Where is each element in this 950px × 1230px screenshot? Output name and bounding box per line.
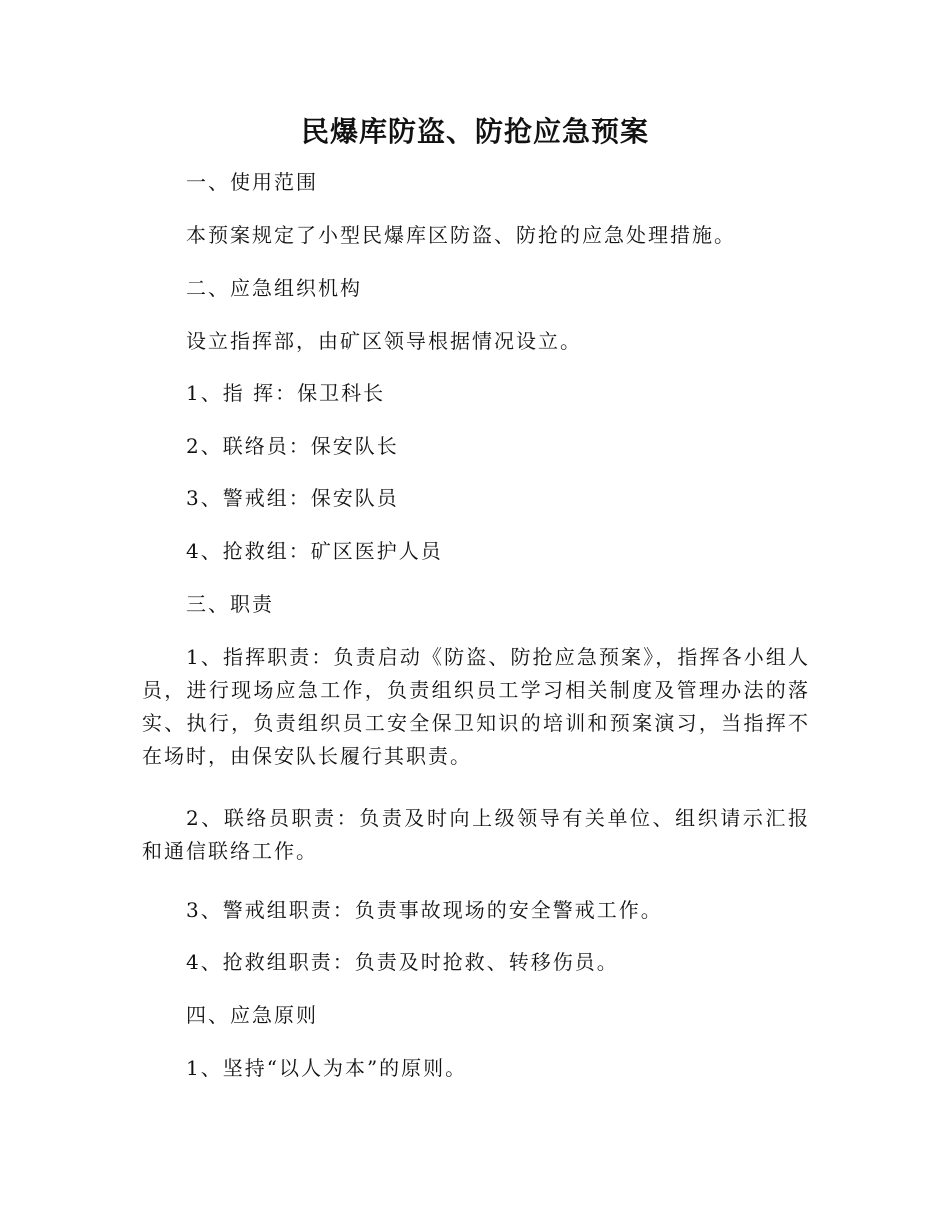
list-item-rescue-team: 4、抢救组：矿区医护人员 (186, 539, 443, 563)
duty-paragraph-commander: 1、指挥职责：负责启动《防盗、防抢应急预案》，指挥各小组人员，进行现场应急工作，负责组织员工学习相关制度及管理办法的落实、执行，负责组织员工安全保卫知识的培训和预案演习，当指挥不在场时，由保安队长履行其职责。 (142, 645, 810, 768)
duty-paragraph-liaison: 2、联络员职责：负责及时向上级领导有关单位、组织请示汇报和通信联络工作。 (142, 806, 810, 863)
section-heading-scope: 一、使用范围 (186, 170, 318, 194)
document-title: 民爆库防盗、防抢应急预案 (300, 115, 649, 148)
list-item-liaison: 2、联络员：保安队长 (186, 434, 399, 458)
principle-item-people-first: 1、坚持“以人为本”的原则。 (186, 1056, 468, 1080)
list-item-commander: 1、指 挥：保卫科长 (186, 381, 386, 405)
section-heading-duties: 三、职责 (186, 592, 274, 616)
section-heading-principles: 四、应急原则 (186, 1003, 318, 1027)
organization-text: 设立指挥部，由矿区领导根据情况设立。 (186, 329, 582, 353)
duty-paragraph-rescue-team: 4、抢救组职责：负责及时抢救、转移伤员。 (186, 950, 619, 974)
duty-paragraph-guard-team: 3、警戒组职责：负责事故现场的安全警戒工作。 (186, 898, 663, 922)
section-heading-organization: 二、应急组织机构 (186, 276, 362, 300)
list-item-guard-team: 3、警戒组：保安队员 (186, 486, 399, 510)
scope-text: 本预案规定了小型民爆库区防盗、防抢的应急处理措施。 (186, 223, 736, 247)
